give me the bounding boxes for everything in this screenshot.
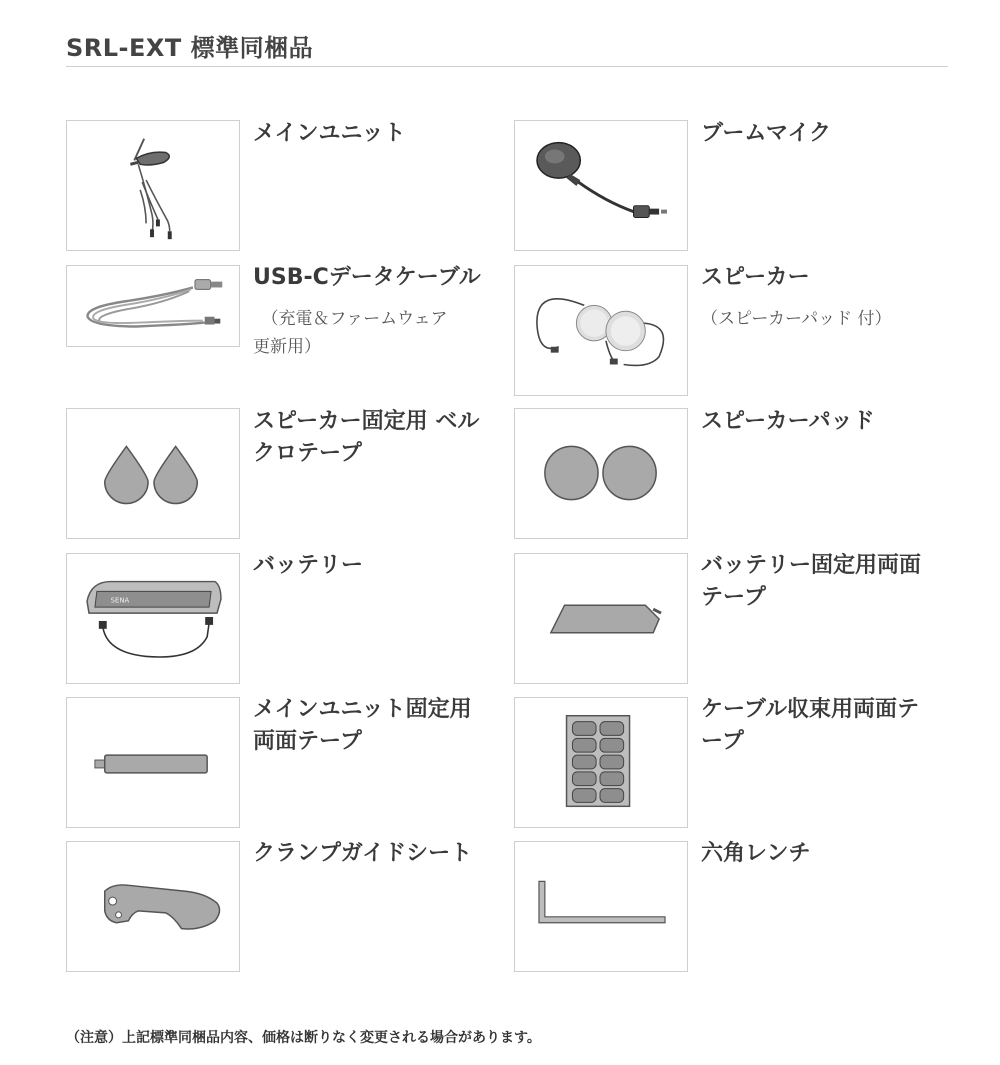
item-name: バッテリー固定用両面 テープ: [701, 553, 922, 610]
item-name: バッテリー: [253, 553, 364, 578]
battery-icon: [66, 553, 240, 684]
item-name: メインユニット固定用 両面テープ: [253, 697, 472, 754]
velcro-tape-icon: [66, 408, 240, 539]
clamp-guide-sheet-icon: [66, 841, 240, 972]
speaker-pad-icon: [514, 408, 688, 539]
item-name: スピーカー固定用 ベル クロテープ: [253, 409, 480, 466]
item-name: ブームマイク: [701, 121, 832, 146]
cable-tape-icon: [514, 697, 688, 828]
usb-c-cable-icon: [66, 265, 240, 347]
item-sub: （充電＆ファームウェア 更新用）: [253, 309, 448, 357]
item-name: クランプガイドシート: [253, 841, 473, 866]
page-title: SRL-EXT 標準同梱品: [66, 34, 314, 62]
main-unit-icon: [66, 120, 240, 251]
item-sub: （スピーカーパッド 付）: [701, 309, 892, 329]
boom-mic-icon: [514, 120, 688, 251]
item-name: メインユニット: [253, 121, 406, 146]
item-name: スピーカーパッド: [701, 409, 875, 434]
battery-brand-label: SENA: [110, 596, 130, 605]
item-name: スピーカー: [701, 265, 810, 290]
main-unit-tape-icon: [66, 697, 240, 828]
disclaimer-note: （注意）上記標準同梱品内容、価格は断りなく変更される場合があります。: [66, 1030, 541, 1046]
item-name: USB-Cデータケーブル: [253, 265, 481, 290]
item-name: 六角レンチ: [701, 841, 811, 866]
item-name: ケーブル収束用両面テ ープ: [701, 697, 920, 754]
speaker-icon: [514, 265, 688, 396]
title-divider: [66, 66, 948, 67]
battery-tape-icon: [514, 553, 688, 684]
hex-wrench-icon: [514, 841, 688, 972]
